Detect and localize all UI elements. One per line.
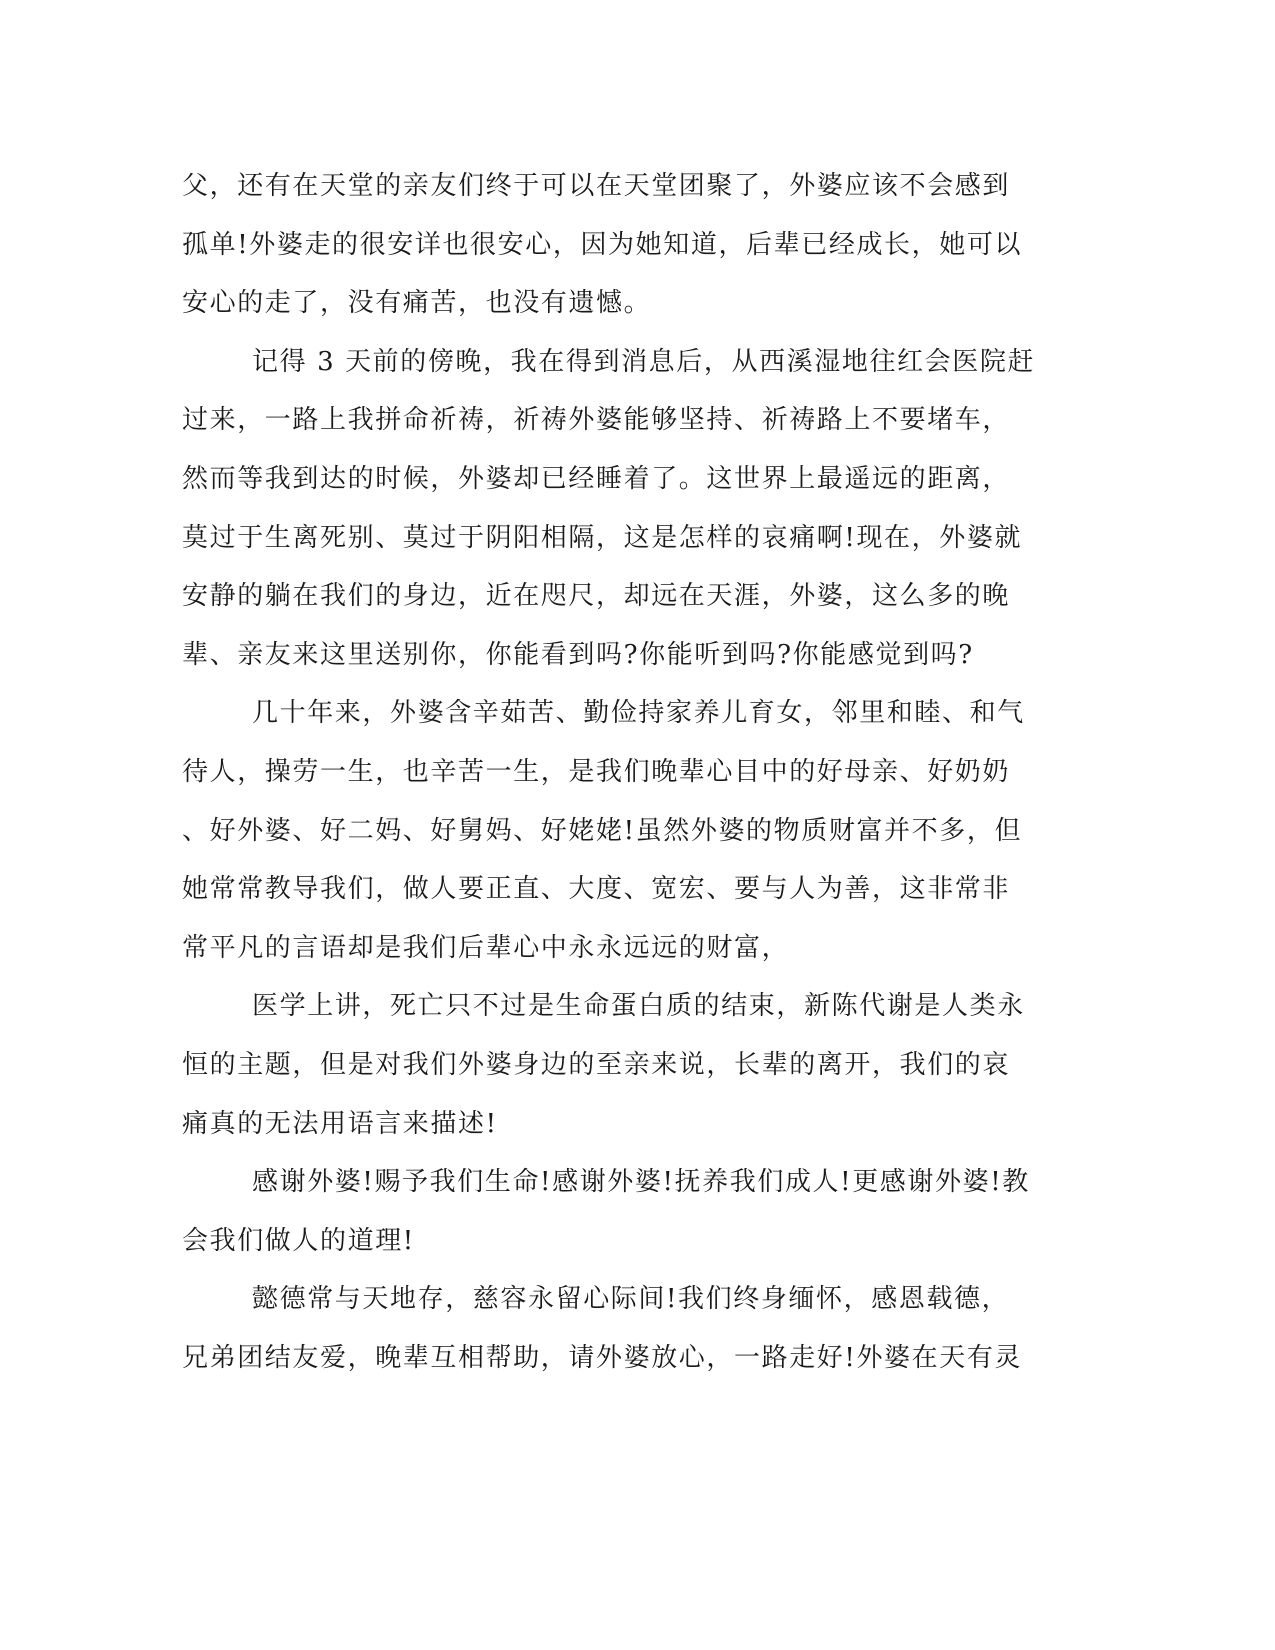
text-line: 辈、亲友来这里送别你，你能看到吗?你能听到吗?你能感觉到吗?	[182, 639, 974, 670]
text-line: 常平凡的言语却是我们后辈心中永永远远的财富，	[182, 932, 790, 963]
text-line: 痛真的无法用语言来描述!	[182, 1108, 498, 1139]
text-line: 恒的主题，但是对我们外婆身边的至亲来说，长辈的离开，我们的哀	[182, 1049, 1011, 1080]
text-line: 莫过于生离死别、莫过于阴阳相隔，这是怎样的哀痛啊!现在，外婆就	[182, 522, 1023, 553]
text-line: 过来，一路上我拼命祈祷，祈祷外婆能够坚持、祈祷路上不要堵车，	[182, 405, 1011, 436]
text-line: 安静的躺在我们的身边，近在咫尺，却远在天涯，外婆，这么多的晚	[182, 581, 1011, 612]
paragraph-first-line: 感谢外婆!赐予我们生命!感谢外婆!抚养我们成人!更感谢外婆!教	[252, 1167, 1030, 1198]
text-line: 父，还有在天堂的亲友们终于可以在天堂团聚了，外婆应该不会感到	[182, 171, 1011, 201]
eulogy-text-body	[182, 157, 1036, 1387]
text-line: 、好外婆、好二妈、好舅妈、好姥姥!虽然外婆的物质财富并不多，但	[182, 815, 1023, 846]
text-line: 然而等我到达的时候，外婆却已经睡着了。这世界上最遥远的距离，	[182, 463, 1011, 494]
paragraph-first-line: 几十年来，外婆含辛茹苦、勤俭持家养儿育女，邻里和睦、和气	[252, 698, 1025, 729]
paragraph-first-line: 记得 3 天前的傍晚，我在得到消息后，从西溪湿地往红会医院赶	[252, 346, 1036, 377]
text-line: 孤单!外婆走的很安详也很安心，因为她知道，后辈已经成长，她可以	[182, 229, 1023, 260]
paragraph-first-line: 医学上讲，死亡只不过是生命蛋白质的结束，新陈代谢是人类永	[252, 991, 1025, 1022]
text-line: 安心的走了，没有痛苦，也没有遗憾。	[182, 288, 652, 319]
text-line: 她常常教导我们，做人要正直、大度、宽宏、要与人为善，这非常非	[182, 874, 1011, 905]
text-line: 兄弟团结友爱，晚辈互相帮助，请外婆放心，一路走好!外婆在天有灵	[182, 1342, 1023, 1373]
text-line: 会我们做人的道理!	[182, 1225, 415, 1256]
text-line: 待人，操劳一生，也辛苦一生，是我们晚辈心目中的好母亲、好奶奶	[182, 756, 1011, 787]
paragraph-first-line: 懿德常与天地存，慈容永留心际间!我们终身缅怀，感恩载德，	[252, 1284, 1010, 1315]
